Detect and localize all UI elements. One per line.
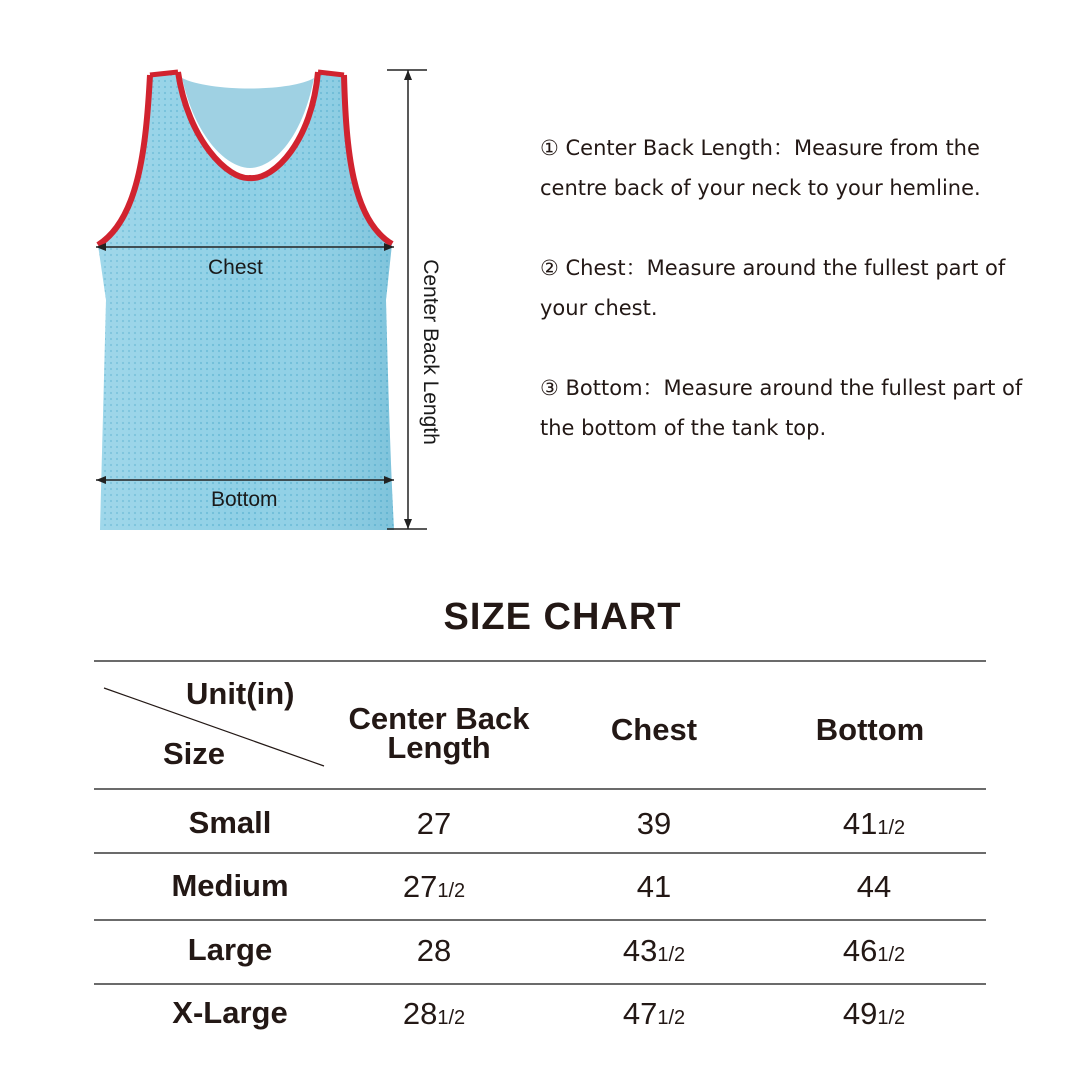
header-bottom: Bottom <box>815 712 925 747</box>
length-cell: 281/2 <box>402 996 466 1031</box>
instruction-term: Bottom <box>565 376 643 400</box>
bottom-cell: 44 <box>856 869 892 904</box>
instruction-term: Chest <box>565 256 626 280</box>
header-center-back-length <box>334 703 544 763</box>
size-cell: Small <box>188 805 272 840</box>
bottom-cell: 461/2 <box>842 933 906 968</box>
table-top-rule <box>94 660 986 662</box>
tank-top-diagram <box>0 0 520 560</box>
instruction-text: Measure around the fullest part of the bottom of the tank top. <box>540 376 1023 440</box>
chest-cell: 431/2 <box>622 933 686 968</box>
size-cell: Medium <box>171 868 289 903</box>
bottom-cell: 411/2 <box>842 806 906 841</box>
length-cell: 27 <box>416 806 452 841</box>
chest-cell: 39 <box>636 806 672 841</box>
header-rule <box>94 788 986 790</box>
row-rule <box>94 983 986 985</box>
instruction-bottom <box>540 368 1040 448</box>
instruction-separator: ： <box>772 136 794 160</box>
instruction-number: ① <box>540 136 559 160</box>
instruction-term: Center Back Length <box>565 136 773 160</box>
instruction-text: Measure from the centre back of your neck to your hemline. <box>540 136 981 200</box>
instruction-chest <box>540 248 1040 328</box>
row-rule <box>94 852 986 854</box>
chest-label: Chest <box>208 256 263 279</box>
bottom-label: Bottom <box>211 488 278 511</box>
center-back-length-label: Center Back Length <box>419 259 442 445</box>
instruction-number: ③ <box>540 376 559 400</box>
instruction-separator: ： <box>625 256 647 280</box>
measurement-instructions <box>540 128 1040 488</box>
header-length-line-2: Length <box>387 730 491 765</box>
size-cell: Large <box>187 932 273 967</box>
instruction-number: ② <box>540 256 559 280</box>
chest-cell: 471/2 <box>622 996 686 1031</box>
tank-top-illustration <box>0 0 520 560</box>
chest-cell: 41 <box>636 869 672 904</box>
header-chest: Chest <box>610 712 698 747</box>
instruction-separator: ： <box>642 376 664 400</box>
header-length-line-1: Center Back <box>348 701 530 736</box>
size-cell: X-Large <box>172 995 288 1030</box>
header-size: Size <box>163 736 226 771</box>
row-rule <box>94 919 986 921</box>
bottom-cell: 491/2 <box>842 996 906 1031</box>
length-cell: 28 <box>416 933 452 968</box>
instruction-text: Measure around the fullest part of your chest. <box>540 256 1006 320</box>
header-unit: Unit(in) <box>186 676 295 711</box>
instruction-center-back-length <box>540 128 1040 208</box>
length-cell: 271/2 <box>402 869 466 904</box>
size-chart-title: SIZE CHART <box>443 596 682 638</box>
